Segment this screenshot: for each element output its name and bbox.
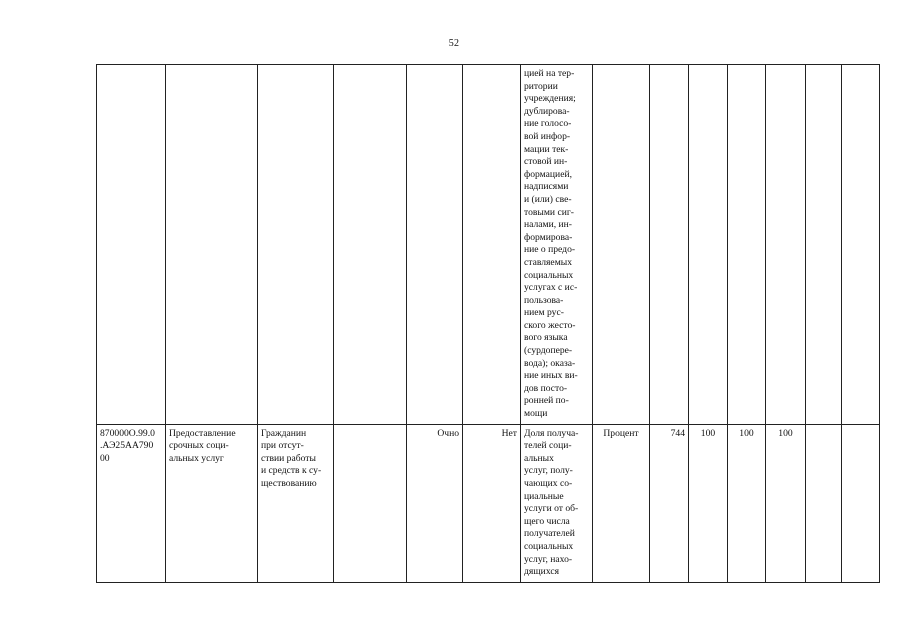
- value-cell: [806, 424, 842, 582]
- service-form-cell: [407, 424, 463, 582]
- document-table: [96, 64, 880, 583]
- value-cell: [728, 424, 766, 582]
- recipient-category-cell: [258, 424, 334, 582]
- service-form-text: Очно: [437, 427, 459, 439]
- condition-description-cell: [521, 65, 593, 425]
- value-cell: [842, 424, 880, 582]
- unit-text: Процент: [603, 427, 639, 439]
- service-name-text: Предоставление срочных соци- альных услуг: [169, 427, 236, 464]
- recipient-category-text: Гражданин при отсут- ствии работы и средств к су- ществованию: [261, 427, 322, 489]
- table-row: [97, 65, 880, 425]
- flag-cell: [463, 424, 521, 582]
- table-cell-empty: [166, 65, 258, 425]
- registry-code-text: 870000О.99.0 .АЭ25АА790 00: [100, 427, 155, 464]
- value-cell: [766, 424, 806, 582]
- registry-code-cell: [97, 424, 166, 582]
- table-cell-empty: [650, 65, 689, 425]
- unit-cell: [593, 424, 650, 582]
- page-number: 52: [448, 38, 460, 49]
- table-cell-empty: [806, 65, 842, 425]
- table-cell-empty: [407, 65, 463, 425]
- table-row: [97, 424, 880, 582]
- table-cell-empty: [334, 424, 407, 582]
- value-text: 100: [778, 427, 793, 439]
- service-name-cell: [166, 424, 258, 582]
- table-cell-empty: [689, 65, 728, 425]
- indicator-name-text: Доля получа- телей соци- альных услуг, полу- чающих со- циальные услуги от об- щего числа получателей социальных услуг, нахо- дящихся: [524, 427, 579, 578]
- value-text: 100: [700, 427, 716, 439]
- indicator-name-cell: [521, 424, 593, 582]
- table-cell-empty: [97, 65, 166, 425]
- value-cell: [689, 424, 728, 582]
- table-cell-empty: [334, 65, 407, 425]
- value-text: 100: [739, 427, 754, 439]
- table-cell-empty: [258, 65, 334, 425]
- table-cell-empty: [463, 65, 521, 425]
- flag-text: Нет: [501, 427, 517, 439]
- table-cell-empty: [842, 65, 880, 425]
- okei-code-text: 744: [670, 427, 685, 439]
- okei-code-cell: [650, 424, 689, 582]
- table-cell-empty: [593, 65, 650, 425]
- table-cell-empty: [766, 65, 806, 425]
- table-cell-empty: [728, 65, 766, 425]
- condition-description-text: цией на тер- ритории учреждения; дублирова- ние голосо- вой инфор- мации тек- стовой ин- формацией, надписями и (или) све- товыми сиг- налами, ин- формирова- ние о предо- ставляемых социальных услугах с ис- пользова- нием рус- ского жесто- вого языка (сурдопере- вода); оказа- ние иных ви- дов посто- ронней по- мощи: [524, 68, 578, 420]
